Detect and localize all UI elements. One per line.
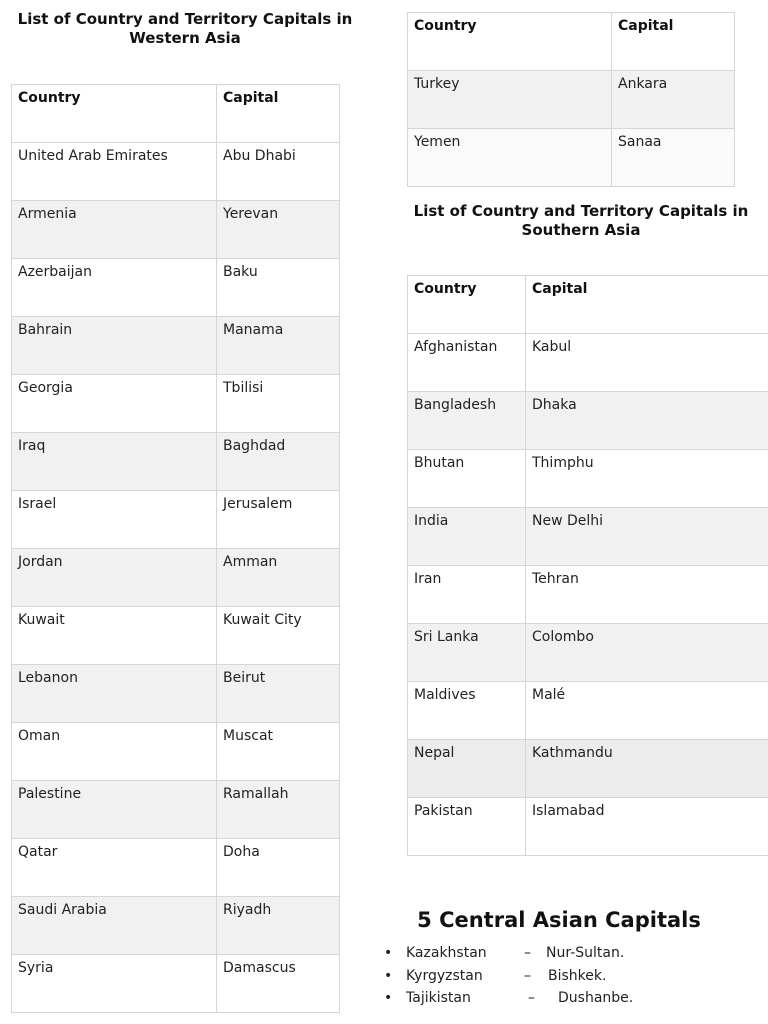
country-cell: Saudi Arabia: [12, 897, 217, 955]
country-cell: Syria: [12, 955, 217, 1013]
country-cell: Iran: [408, 566, 526, 624]
capital-cell: Thimphu: [526, 450, 768, 508]
table-row: [12, 317, 340, 375]
capital-name: Nur-Sultan.: [546, 945, 625, 961]
capital-header: Capital: [612, 13, 735, 71]
capital-header: Capital: [526, 276, 768, 334]
country-cell: Bhutan: [408, 450, 526, 508]
capital-cell: Abu Dhabi: [217, 143, 340, 201]
capital-cell: Kabul: [526, 334, 768, 392]
capital-cell: Ramallah: [217, 781, 340, 839]
southern-asia-table: [407, 275, 768, 856]
country-cell: Iraq: [12, 433, 217, 491]
country-cell: Bangladesh: [408, 392, 526, 450]
country-cell: Turkey: [408, 71, 612, 129]
capital-cell: Damascus: [217, 955, 340, 1013]
list-item: [384, 965, 633, 988]
country-name: Kyrgyzstan: [406, 967, 483, 984]
table-header-row: [12, 85, 340, 143]
country-name: Kazakhstan: [406, 945, 487, 961]
capital-cell: Sanaa: [612, 129, 735, 187]
capital-cell: Kuwait City: [217, 607, 340, 665]
country-cell: Pakistan: [408, 798, 526, 856]
central-asia-title: 5 Central Asian Capitals: [417, 908, 701, 932]
central-asia-list: [384, 942, 633, 1010]
table-row: [408, 740, 768, 798]
country-cell: Yemen: [408, 129, 612, 187]
country-cell: Bahrain: [12, 317, 217, 375]
table-row: [408, 334, 768, 392]
table-row: [12, 491, 340, 549]
table-row: [12, 781, 340, 839]
southern-asia-title: List of Country and Territory Capitals in Southern Asia: [413, 202, 749, 239]
dash-separator: –: [524, 967, 531, 984]
table-row: [12, 433, 340, 491]
capital-cell: Ankara: [612, 71, 735, 129]
country-cell: India: [408, 508, 526, 566]
country-cell: Nepal: [408, 740, 526, 798]
list-item: [384, 987, 633, 1010]
country-cell: Afghanistan: [408, 334, 526, 392]
country-cell: Georgia: [12, 375, 217, 433]
table-row: [12, 839, 340, 897]
capital-name: Bishkek.: [548, 967, 607, 984]
capital-cell: Manama: [217, 317, 340, 375]
country-header: Country: [408, 13, 612, 71]
capital-cell: Kathmandu: [526, 740, 768, 798]
capital-cell: Jerusalem: [217, 491, 340, 549]
table-row: [12, 665, 340, 723]
bullet-icon: •: [384, 967, 393, 984]
country-header: Country: [408, 276, 526, 334]
capital-cell: Islamabad: [526, 798, 768, 856]
western-asia-continued-table: [407, 12, 735, 187]
capital-cell: Beirut: [217, 665, 340, 723]
table-header-row: [408, 13, 735, 71]
country-cell: Jordan: [12, 549, 217, 607]
country-cell: Oman: [12, 723, 217, 781]
capital-cell: Muscat: [217, 723, 340, 781]
dash-separator: –: [528, 990, 535, 1006]
capital-cell: Riyadh: [217, 897, 340, 955]
capital-cell: New Delhi: [526, 508, 768, 566]
country-header: Country: [12, 85, 217, 143]
capital-cell: Malé: [526, 682, 768, 740]
country-cell: Kuwait: [12, 607, 217, 665]
country-cell: Israel: [12, 491, 217, 549]
table-row: [12, 549, 340, 607]
capital-name: Dushanbe.: [558, 990, 634, 1006]
table-row: [12, 375, 340, 433]
capital-cell: Amman: [217, 549, 340, 607]
table-row: [12, 897, 340, 955]
capital-cell: Yerevan: [217, 201, 340, 259]
capital-cell: Doha: [217, 839, 340, 897]
table-row: [12, 607, 340, 665]
table-row: [408, 392, 768, 450]
table-header-row: [408, 276, 768, 334]
table-row: [12, 143, 340, 201]
country-cell: Maldives: [408, 682, 526, 740]
country-cell: Armenia: [12, 201, 217, 259]
country-cell: Lebanon: [12, 665, 217, 723]
table-row: [408, 624, 768, 682]
list-item: [384, 942, 633, 965]
capital-header: Capital: [217, 85, 340, 143]
table-row: [408, 450, 768, 508]
country-cell: Palestine: [12, 781, 217, 839]
country-cell: Azerbaijan: [12, 259, 217, 317]
table-row: [12, 201, 340, 259]
western-asia-title: List of Country and Territory Capitals in Western Asia: [17, 10, 353, 47]
country-name: Tajikistan: [406, 990, 471, 1006]
western-asia-table: [11, 84, 340, 1013]
table-row: [408, 566, 768, 624]
table-row: [12, 259, 340, 317]
capital-cell: Colombo: [526, 624, 768, 682]
capital-cell: Baku: [217, 259, 340, 317]
capital-cell: Tbilisi: [217, 375, 340, 433]
table-row: [12, 955, 340, 1013]
country-cell: Sri Lanka: [408, 624, 526, 682]
table-row: [408, 508, 768, 566]
table-row: [408, 682, 768, 740]
capital-cell: Dhaka: [526, 392, 768, 450]
country-cell: United Arab Emirates: [12, 143, 217, 201]
country-cell: Qatar: [12, 839, 217, 897]
bullet-icon: •: [384, 990, 393, 1006]
table-row: [408, 129, 735, 187]
table-row: [12, 723, 340, 781]
table-row: [408, 71, 735, 129]
capital-cell: Tehran: [526, 566, 768, 624]
capital-cell: Baghdad: [217, 433, 340, 491]
dash-separator: –: [524, 945, 531, 961]
bullet-icon: •: [384, 945, 393, 961]
table-row: [408, 798, 768, 856]
